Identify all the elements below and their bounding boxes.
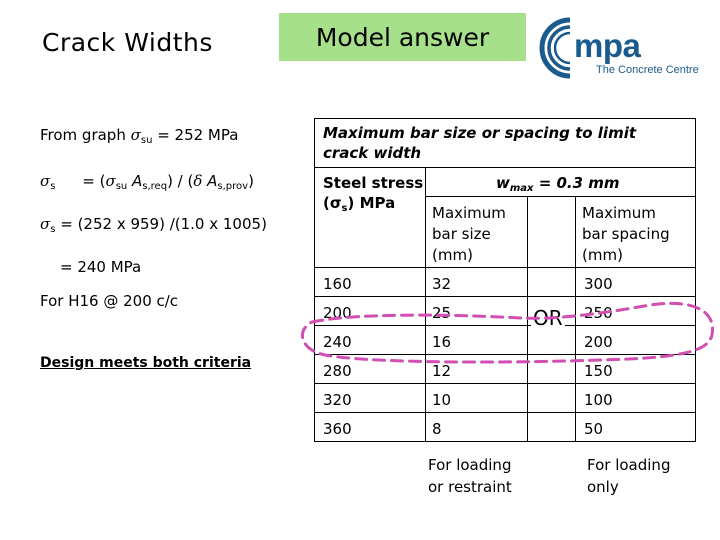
sigma-symbol: σ	[40, 215, 51, 233]
calc-line-result: = 240 MPa	[60, 258, 142, 276]
subscript: s	[341, 203, 348, 214]
logo-wordmark: mpa	[574, 27, 641, 64]
design-conclusion: Design meets both criteria	[40, 355, 252, 371]
foot-text: only	[587, 478, 619, 496]
table-row-size: 25	[432, 304, 452, 322]
calc-text: = (	[77, 172, 106, 190]
subscript: s,req	[142, 181, 168, 192]
table-row-size: 16	[432, 333, 452, 351]
table-row-stress: 320	[323, 391, 352, 409]
table-row-stress: 160	[323, 275, 352, 293]
calc-text: )	[248, 172, 254, 190]
delta-symbol: δ	[193, 172, 203, 190]
header-text: w	[496, 174, 510, 192]
table-row-spacing: 100	[584, 391, 613, 409]
calc-text: A	[202, 172, 218, 190]
table-heading: Maximum bar size or spacing to limit	[323, 124, 637, 142]
foot-text: For loading	[587, 456, 671, 474]
table-heading: crack width	[323, 144, 422, 162]
table-row-size: 10	[432, 391, 452, 409]
logo-subtitle: The Concrete Centre	[596, 64, 699, 76]
highlight-dashed-ellipse	[302, 303, 712, 362]
foot-text: or restraint	[428, 478, 512, 496]
subscript: su	[140, 135, 153, 146]
table-row-spacing: 250	[584, 304, 613, 322]
header-text: (mm)	[582, 246, 623, 264]
calc-text: From graph	[40, 126, 131, 144]
header-text: Maximum	[582, 204, 656, 222]
or-label: OR	[533, 306, 563, 330]
table-row-stress: 240	[323, 333, 352, 351]
header-text: Maximum	[432, 204, 506, 222]
header-text: (mm)	[432, 246, 473, 264]
table-row-spacing: 300	[584, 275, 613, 293]
calc-text: = (252 x 959) /(1.0 x 1005)	[55, 215, 267, 233]
sigma-symbol: σ	[130, 126, 141, 144]
bar-arrangement: For H16 @ 200 c/c	[40, 292, 179, 310]
model-answer-label: Model answer	[315, 22, 490, 52]
table-row-stress: 200	[323, 304, 352, 322]
table-row-spacing: 50	[584, 420, 604, 438]
steel-stress-header: Steel stress	[323, 174, 424, 192]
subscript: s,prov	[217, 181, 249, 192]
foot-text: For loading	[428, 456, 512, 474]
sigma-symbol: σ	[105, 172, 116, 190]
header-text: bar spacing	[582, 225, 670, 243]
header-text: (σ	[323, 194, 342, 212]
subscript: max	[509, 183, 534, 194]
table-row-stress: 280	[323, 362, 352, 380]
calc-text: A	[127, 172, 143, 190]
table-row-spacing: 200	[584, 333, 613, 351]
header-text: ) MPa	[347, 194, 396, 212]
table-row-size: 32	[432, 275, 452, 293]
table-row-size: 12	[432, 362, 452, 380]
page-title: Crack Widths	[42, 28, 213, 57]
table-row-spacing: 150	[584, 362, 613, 380]
table-row-size: 8	[432, 420, 442, 438]
header-text: bar size	[432, 225, 491, 243]
calc-text: ) / (	[167, 172, 194, 190]
subscript: s	[50, 224, 56, 235]
subscript: su	[115, 181, 128, 192]
subscript: s	[50, 181, 56, 192]
calc-text: = 252 MPa	[152, 126, 239, 144]
sigma-symbol: σ	[40, 172, 51, 190]
header-text: = 0.3 mm	[533, 174, 620, 192]
table-row-stress: 360	[323, 420, 352, 438]
